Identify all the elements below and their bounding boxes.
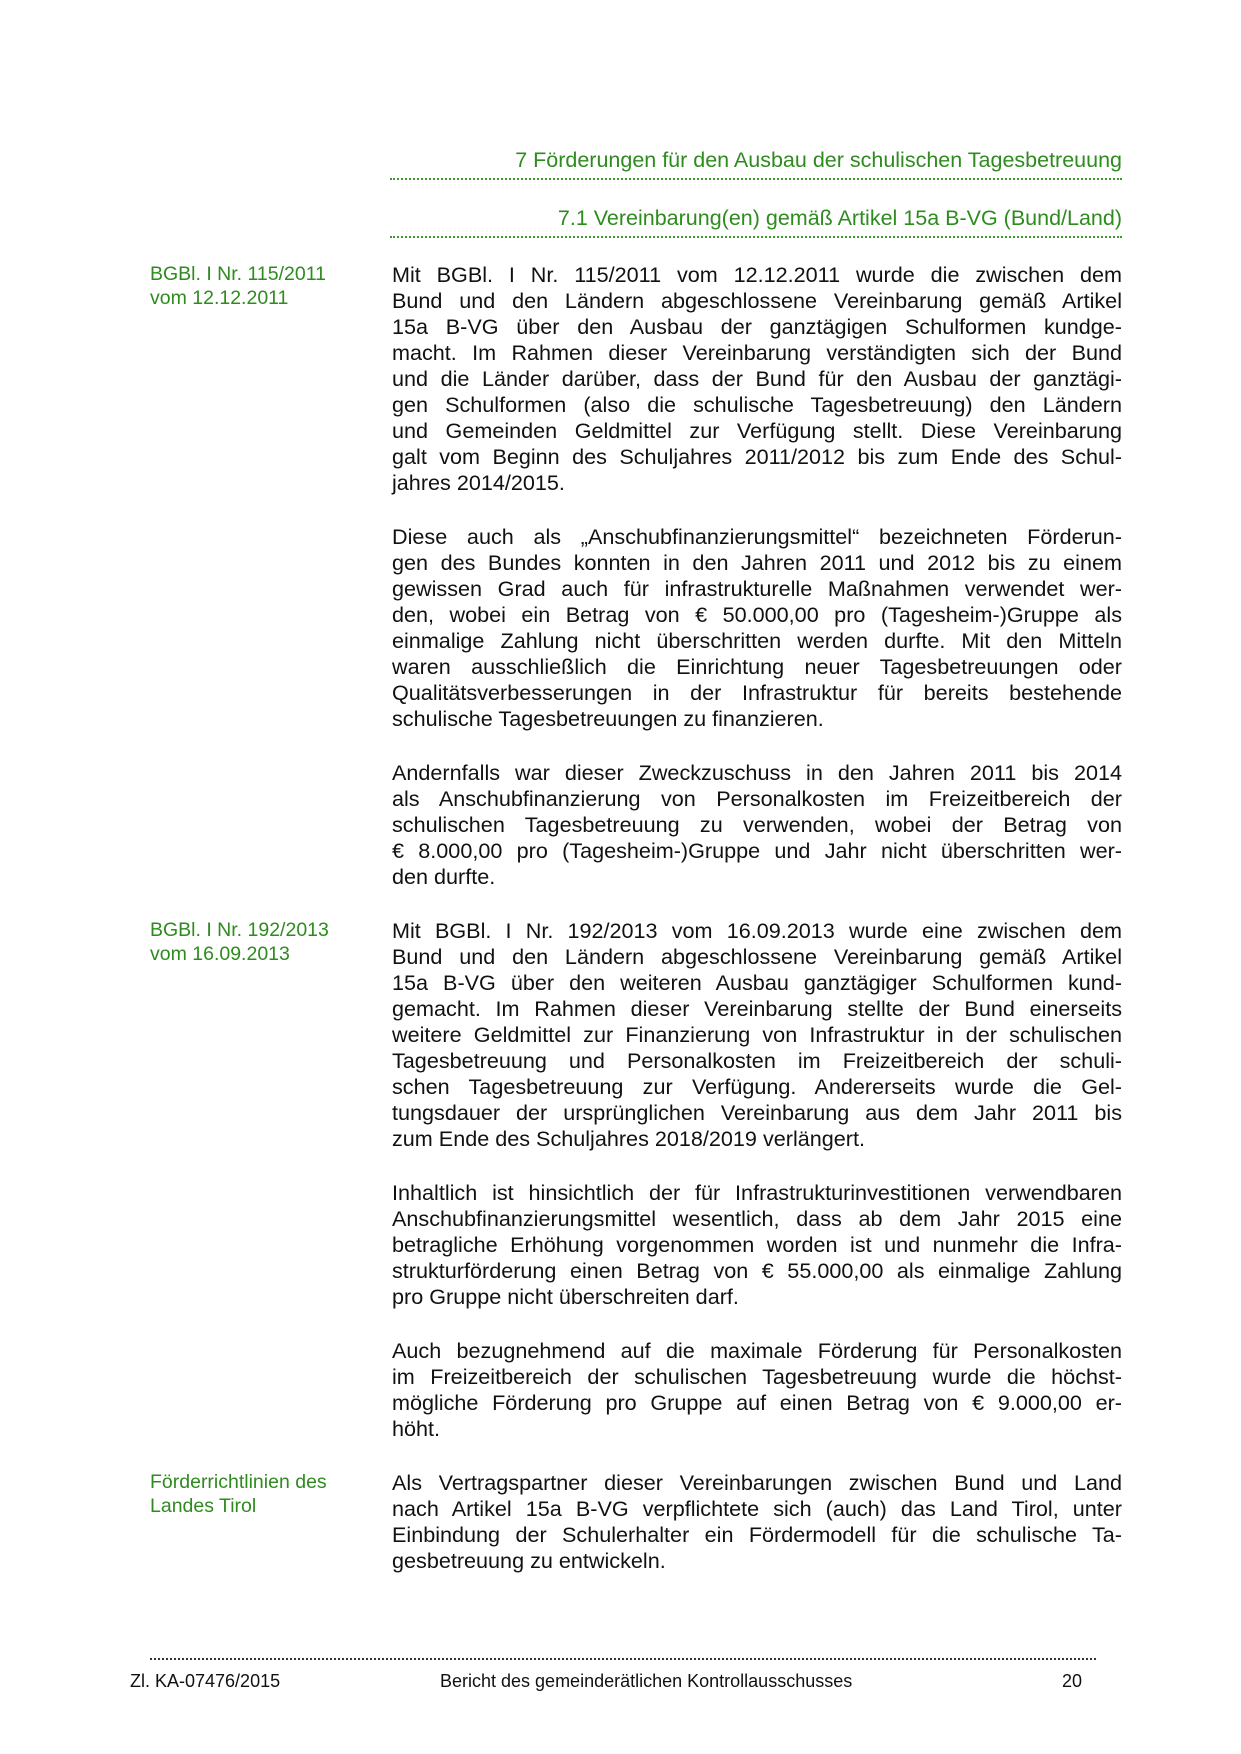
- text-line: 15a B-VG über den weiteren Ausbau ganztägiger Schulformen kund-: [392, 970, 1122, 995]
- text-line: Bund und den Ländern abgeschlossene Vereinbarung gemäß Artikel: [392, 944, 1122, 969]
- paragraph-4: [392, 918, 1122, 1152]
- text-line: Bund und den Ländern abgeschlossene Vereinbarung gemäß Artikel: [392, 288, 1122, 313]
- footer-reference: Zl. KA-07476/2015: [130, 1671, 281, 1691]
- text-line: zum Ende des Schuljahres 2018/2019 verlängert.: [392, 1126, 865, 1151]
- text-line: Tagesbetreuung und Personalkosten im Freizeitbereich der schuli-: [392, 1048, 1122, 1073]
- paragraph-6: [392, 1338, 1122, 1442]
- text-line: gesbetreuung zu entwickeln.: [392, 1548, 666, 1573]
- page-number: 20: [1062, 1671, 1083, 1691]
- side-note-line: vom 16.09.2013: [150, 943, 290, 965]
- text-line: nach Artikel 15a B-VG verpflichtete sich (auch) das Land Tirol, unter: [392, 1496, 1122, 1521]
- text-line: den, wobei ein Betrag von € 50.000,00 pro (Tagesheim-)Gruppe als: [392, 602, 1122, 627]
- text-line: gen des Bundes konnten in den Jahren 2011 und 2012 bis zu einem: [392, 550, 1122, 575]
- footer-report-title: Bericht des gemeinderätlichen Kontrollausschusses: [440, 1671, 853, 1691]
- section-heading: 7.1 Vereinbarung(en) gemäß Artikel 15a B-VG (Bund/Land): [390, 204, 1122, 238]
- side-note-line: Förderrichtlinien des: [150, 1471, 327, 1493]
- side-note-bgbl-192-2013: [150, 918, 350, 966]
- text-line: schulische Tagesbetreuungen zu finanzieren.: [392, 706, 824, 731]
- text-line: jahres 2014/2015.: [392, 470, 565, 495]
- text-line: und die Länder darüber, dass der Bund für den Ausbau der ganztägi-: [392, 366, 1122, 391]
- text-line: waren ausschließlich die Einrichtung neuer Tagesbetreuungen oder: [392, 654, 1122, 679]
- paragraph-3: [392, 760, 1122, 890]
- text-line: Auch bezugnehmend auf die maximale Förderung für Personalkosten: [392, 1338, 1122, 1363]
- text-line: gemacht. Im Rahmen dieser Vereinbarung stellte der Bund einerseits: [392, 996, 1122, 1021]
- text-line: Anschubfinanzierungsmittel wesentlich, dass ab dem Jahr 2015 eine: [392, 1206, 1122, 1231]
- side-note-bgbl-115-2011: [150, 262, 350, 310]
- text-line: Mit BGBl. I Nr. 115/2011 vom 12.12.2011 wurde die zwischen dem: [392, 262, 1122, 287]
- text-line: Andernfalls war dieser Zweckzuschuss in den Jahren 2011 bis 2014: [392, 760, 1122, 785]
- text-line: gewissen Grad auch für infrastrukturelle Maßnahmen verwendet wer-: [392, 576, 1122, 601]
- text-line: schulischen Tagesbetreuung zu verwenden, wobei der Betrag von: [392, 812, 1122, 837]
- paragraph-7: [392, 1470, 1122, 1574]
- side-note-line: Landes Tirol: [150, 1495, 257, 1517]
- text-line: schen Tagesbetreuung zur Verfügung. Andererseits wurde die Gel-: [392, 1074, 1122, 1099]
- text-line: Inhaltlich ist hinsichtlich der für Infrastrukturinvestitionen verwendbaren: [392, 1180, 1122, 1205]
- text-line: und Gemeinden Geldmittel zur Verfügung stellt. Diese Vereinbarung: [392, 418, 1122, 443]
- side-note-line: BGBl. I Nr. 115/2011: [150, 263, 326, 285]
- side-note-line: BGBl. I Nr. 192/2013: [150, 919, 329, 941]
- text-line: höht.: [392, 1416, 441, 1441]
- text-line: strukturförderung einen Betrag von € 55.000,00 als einmalige Zahlung: [392, 1258, 1122, 1283]
- text-line: gen Schulformen (also die schulische Tagesbetreuung) den Ländern: [392, 392, 1122, 417]
- footer-divider: [150, 1658, 1096, 1660]
- text-line: tungsdauer der ursprünglichen Vereinbarung aus dem Jahr 2011 bis: [392, 1100, 1122, 1125]
- side-note-foerderrichtlinien: [150, 1470, 350, 1518]
- text-line: einmalige Zahlung nicht überschritten werden durfte. Mit den Mitteln: [392, 628, 1122, 653]
- text-line: pro Gruppe nicht überschreiten darf.: [392, 1284, 739, 1309]
- text-line: im Freizeitbereich der schulischen Tagesbetreuung wurde die höchst-: [392, 1364, 1122, 1389]
- text-line: den durfte.: [392, 864, 496, 889]
- text-line: Als Vertragspartner dieser Vereinbarungen zwischen Bund und Land: [392, 1470, 1122, 1495]
- text-line: € 8.000,00 pro (Tagesheim-)Gruppe und Jahr nicht überschritten wer-: [392, 838, 1122, 863]
- text-line: macht. Im Rahmen dieser Vereinbarung verständigten sich der Bund: [392, 340, 1122, 365]
- paragraph-5: [392, 1180, 1122, 1310]
- text-line: Diese auch als „Anschubfinanzierungsmittel“ bezeichneten Förderun-: [392, 524, 1122, 549]
- chapter-heading: 7 Förderungen für den Ausbau der schulischen Tagesbetreuung: [390, 146, 1122, 180]
- text-line: galt vom Beginn des Schuljahres 2011/2012 bis zum Ende des Schul-: [392, 444, 1122, 469]
- paragraph-2: [392, 524, 1122, 732]
- text-line: Qualitätsverbesserungen in der Infrastruktur für bereits bestehende: [392, 680, 1122, 705]
- text-line: mögliche Förderung pro Gruppe auf einen Betrag von € 9.000,00 er-: [392, 1390, 1122, 1415]
- text-line: als Anschubfinanzierung von Personalkosten im Freizeitbereich der: [392, 786, 1122, 811]
- text-line: weitere Geldmittel zur Finanzierung von Infrastruktur in der schulischen: [392, 1022, 1122, 1047]
- text-line: Mit BGBl. I Nr. 192/2013 vom 16.09.2013 wurde eine zwischen dem: [392, 918, 1122, 943]
- text-line: Einbindung der Schulerhalter ein Fördermodell für die schulische Ta-: [392, 1522, 1122, 1547]
- side-note-line: vom 12.12.2011: [150, 287, 289, 309]
- text-line: 15a B-VG über den Ausbau der ganztägigen Schulformen kundge-: [392, 314, 1122, 339]
- paragraph-1: [392, 262, 1122, 496]
- text-line: betragliche Erhöhung vorgenommen worden ist und nunmehr die Infra-: [392, 1232, 1122, 1257]
